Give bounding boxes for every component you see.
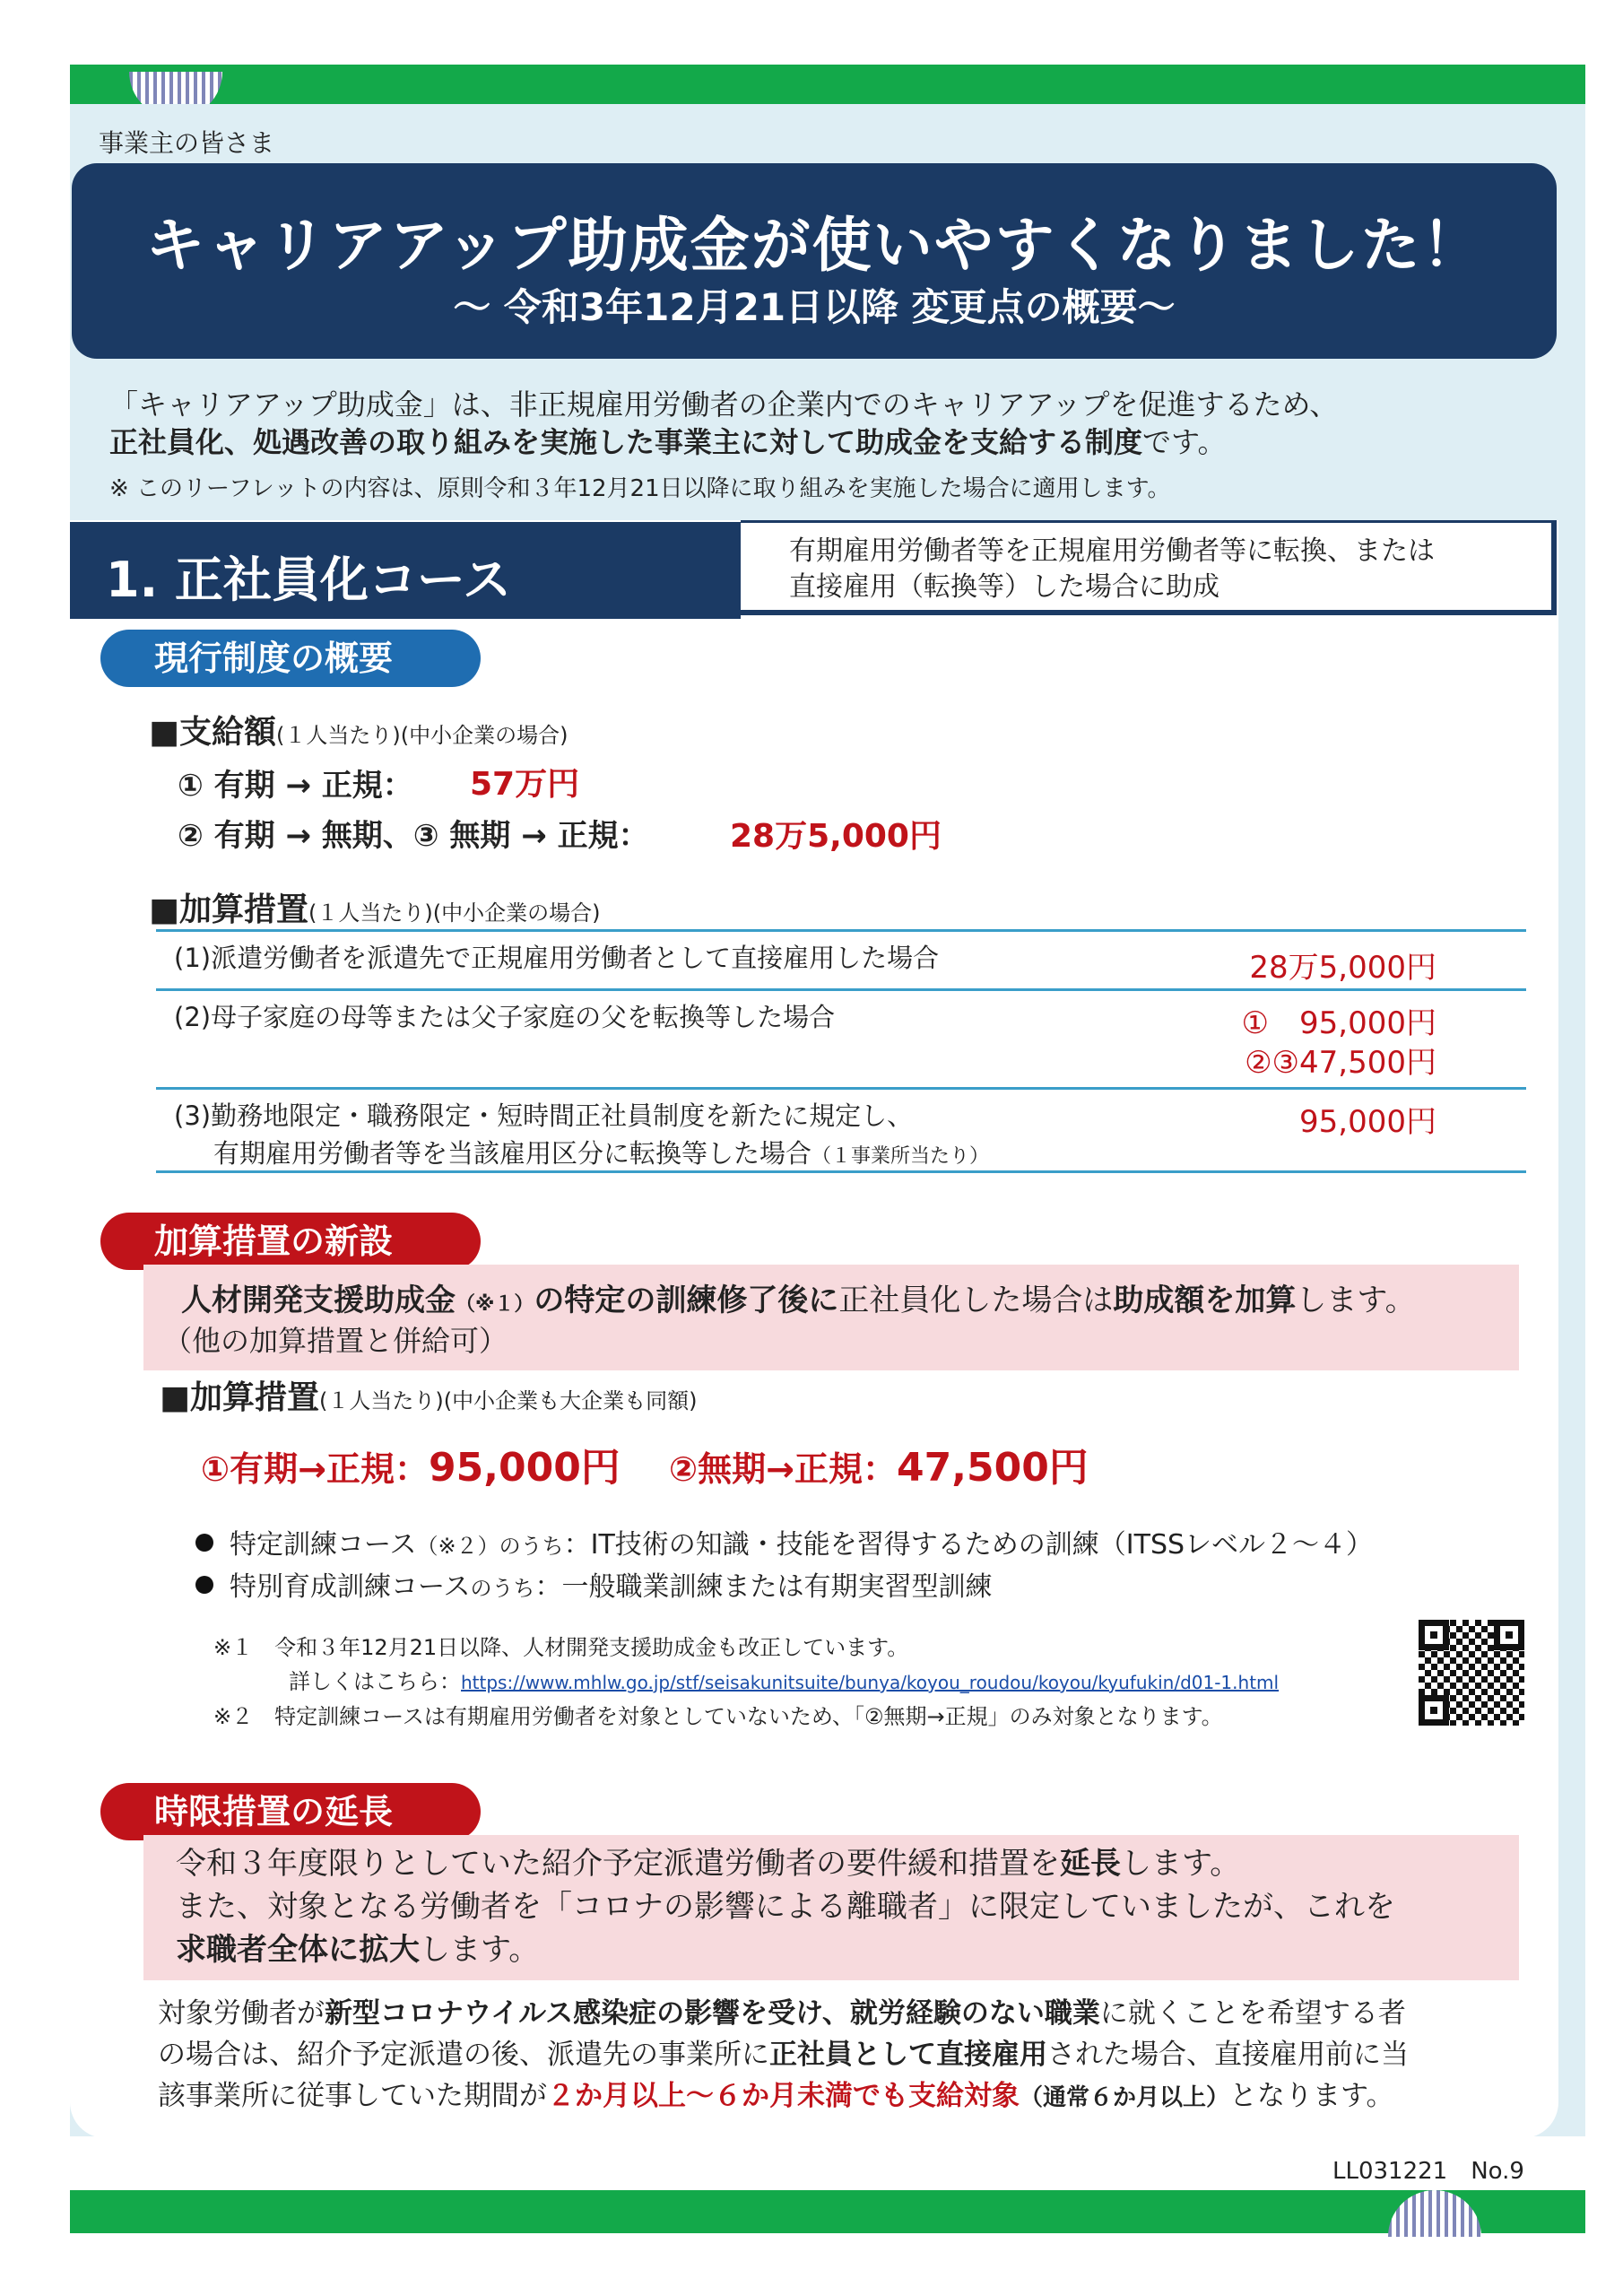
course-description xyxy=(789,534,1435,605)
payment-heading-note: (１人当たり)(中小企業の場合) xyxy=(276,723,568,748)
bonus-2-label: ②無期→正規： xyxy=(669,1449,898,1489)
course-header xyxy=(70,522,741,619)
payment-heading-text: ■支給額 xyxy=(149,714,277,751)
new-measure-mid: 正社員化した場合は xyxy=(838,1283,1114,1318)
addition-heading-text: ■加算措置 xyxy=(149,891,309,928)
extension-box xyxy=(143,1835,1519,1980)
final-text-4: された場合、直接雇用前に当 xyxy=(1047,2039,1409,2071)
new-addition-heading xyxy=(160,1372,697,1418)
bullet-icon xyxy=(195,1576,213,1594)
bullet-1-note: （※２）のうち xyxy=(416,1534,564,1559)
new-measure-bold-1: 人材開発支援助成金 xyxy=(181,1283,456,1318)
qr-code-icon[interactable] xyxy=(1419,1620,1524,1726)
footnote-2: ※２ 特定訓練コースは有期雇用労働者を対象としていないため、「②無期→正規」のみ対象となります。 xyxy=(213,1704,1223,1729)
addition-row-text-2: 有期雇用労働者等を当該雇用区分に転換等した場合 xyxy=(213,1138,812,1169)
intro-bold: 正社員化、処遇改善の取り組みを実施した事業主に対して助成金を支給する制度 xyxy=(109,425,1143,459)
bonus-1-label: ①有期→正規： xyxy=(201,1449,430,1489)
extension-line-1: 令和３年度限りとしていた紹介予定派遣労働者の要件緩和措置を xyxy=(176,1846,1060,1882)
payment-line-1: ① 有期 → 正規： xyxy=(178,768,413,804)
new-measure-label: 加算措置の新設 xyxy=(100,1213,481,1270)
final-bold-3: （通常６か月以上） xyxy=(1020,2084,1230,2111)
extension-bold-1: 延長 xyxy=(1060,1846,1121,1882)
page-subtitle: ～ 令和3年12月21日以降 変更点の概要～ xyxy=(453,285,1176,329)
final-bold-2: 正社員として直接雇用 xyxy=(769,2039,1047,2071)
qr-finder-icon xyxy=(1419,1695,1449,1726)
bonus-1 xyxy=(201,1435,621,1492)
footnote-1-more xyxy=(213,1665,1279,1700)
qr-finder-icon xyxy=(1494,1620,1524,1650)
addition-row-text: (1)派遣労働者を派遣先で正規雇用労働者として直接雇用した場合 xyxy=(174,943,940,973)
training-bullets xyxy=(195,1525,1373,1609)
bullet-2-b: ：一般職業訓練または有期実習型訓練 xyxy=(534,1571,993,1603)
current-system-label: 現行制度の概要 xyxy=(100,630,481,687)
reference-link[interactable]: https://www.mhlw.go.jp/stf/seisakunitsuite/bunya/koyou_roudou/koyou/kyufukin/d01-1.html xyxy=(461,1672,1280,1693)
final-text-3: の場合は、紹介予定派遣の後、派遣先の事業所に xyxy=(158,2039,769,2071)
intro-note: ※ このリーフレットの内容は、原則令和３年12月21日以降に取り組みを実施した場合に適用します。 xyxy=(109,475,1171,502)
addition-row-note: （１事業所当たり） xyxy=(812,1145,990,1168)
final-text-1: 対象労働者が xyxy=(158,1997,325,2030)
new-measure-text xyxy=(181,1275,1416,1319)
payment-amount-1: 57万円 xyxy=(470,766,580,803)
new-measure-line-2: （他の加算措置と併給可） xyxy=(163,1324,508,1358)
list-item xyxy=(195,1525,1373,1567)
payment-amount-2: 28万5,000円 xyxy=(730,818,942,855)
bullet-2-note: のうち xyxy=(470,1576,535,1601)
bullet-2-a: 特別育成訓練コース xyxy=(230,1571,471,1603)
final-bold-1: 新型コロナウイルス感染症の影響を受け、就労経験のない職業 xyxy=(325,1997,1100,2030)
decorative-circle-icon xyxy=(1388,2190,1481,2283)
extension-tail-1: します。 xyxy=(1121,1846,1241,1882)
top-green-band xyxy=(70,65,1585,104)
table-row xyxy=(156,1087,1526,1173)
addition-row-amount-b: ②③47,500円 xyxy=(1245,1045,1436,1081)
intro-line-1: 「キャリアアップ助成金」は、非正規雇用労働者の企業内でのキャリアアップを促進するため、 xyxy=(109,387,1339,422)
payment-line-2: ② 有期 → 無期、③ 無期 → 正規： xyxy=(178,818,649,854)
addition-row-amount: 95,000円 xyxy=(1299,1104,1436,1140)
new-addition-heading-note: (１人当たり)(中小企業も大企業も同額) xyxy=(319,1388,698,1413)
intro-tail: です。 xyxy=(1142,425,1227,459)
intro-line-2 xyxy=(109,422,1226,463)
addition-row-amount: 28万5,000円 xyxy=(1249,950,1436,986)
extension-tail-3: します。 xyxy=(420,1932,540,1968)
footnotes xyxy=(213,1631,1279,1734)
addition-table xyxy=(156,929,1526,1173)
course-desc-line-2: 直接雇用（転換等）した場合に助成 xyxy=(789,571,1219,603)
bullet-icon xyxy=(195,1534,213,1552)
new-measure-bold-2: の特定の訓練修了後に xyxy=(534,1283,839,1318)
course-desc-line-1: 有期雇用労働者等を正規雇用労働者等に転換、または xyxy=(789,535,1435,567)
addition-row-text-1: (3)勤務地限定・職務限定・短時間正社員制度を新たに規定し、 xyxy=(174,1100,914,1131)
final-red-1: ２か月以上～６か月未満でも支給対象 xyxy=(547,2080,1020,2112)
addition-heading-note: (１人当たり)(中小企業の場合) xyxy=(308,900,601,926)
new-measure-box xyxy=(143,1265,1519,1370)
addition-row-text: (2)母子家庭の母等または父子家庭の父を転換等した場合 xyxy=(174,1002,836,1032)
final-text-5: 該事業所に従事していた期間が xyxy=(158,2080,547,2112)
addition-row-amount-a: ① 95,000円 xyxy=(1241,1005,1436,1041)
list-item xyxy=(195,1567,1373,1609)
extension-text xyxy=(176,1842,1395,1971)
bonus-2-amount: 47,500円 xyxy=(897,1445,1089,1491)
audience-label: 事業主の皆さま xyxy=(99,128,275,158)
new-measure-tail: します。 xyxy=(1296,1283,1416,1318)
addition-row-text xyxy=(174,1097,989,1176)
footnote-1: ※１ 令和３年12月21日以降、人材開発支援助成金も改正しています。 xyxy=(213,1635,909,1660)
new-measure-note: （※１） xyxy=(456,1293,534,1316)
bonus-1-amount: 95,000円 xyxy=(429,1445,621,1491)
document-code: LL031221 No.9 xyxy=(1332,2158,1524,2185)
extension-label: 時限措置の延長 xyxy=(100,1783,481,1840)
course-description-box xyxy=(741,520,1557,615)
extension-line-2: また、対象となる労働者を「コロナの影響による離職者」に限定していましたが、これを xyxy=(176,1889,1395,1925)
page-title: キャリアアップ助成金が使いやすくなりました！ xyxy=(145,211,1483,280)
footnote-1-more-label: 詳しくはこちら： xyxy=(289,1669,461,1694)
new-measure-bold-3: 助成額を加算 xyxy=(1113,1283,1297,1318)
addition-heading xyxy=(149,884,600,930)
bottom-green-band xyxy=(70,2190,1585,2233)
title-banner xyxy=(72,163,1557,359)
bullet-1-a: 特定訓練コース xyxy=(230,1529,417,1561)
bonus-2 xyxy=(669,1435,1089,1492)
bullet-1-b: ：IT技術の知識・技能を習得するための訓練（ITSSレベル２～４） xyxy=(563,1529,1374,1561)
final-text-2: に就くことを希望する者 xyxy=(1099,1997,1406,2030)
final-paragraph xyxy=(158,1993,1409,2118)
qr-finder-icon xyxy=(1419,1620,1449,1650)
new-addition-heading-text: ■加算措置 xyxy=(160,1379,320,1416)
table-row xyxy=(156,988,1526,1087)
extension-bold-3: 求職者全体に拡大 xyxy=(176,1932,420,1968)
final-text-6: となります。 xyxy=(1229,2080,1394,2112)
course-title: 1. 正社員化コース xyxy=(106,552,512,608)
payment-heading xyxy=(149,707,568,752)
table-row xyxy=(156,929,1526,988)
